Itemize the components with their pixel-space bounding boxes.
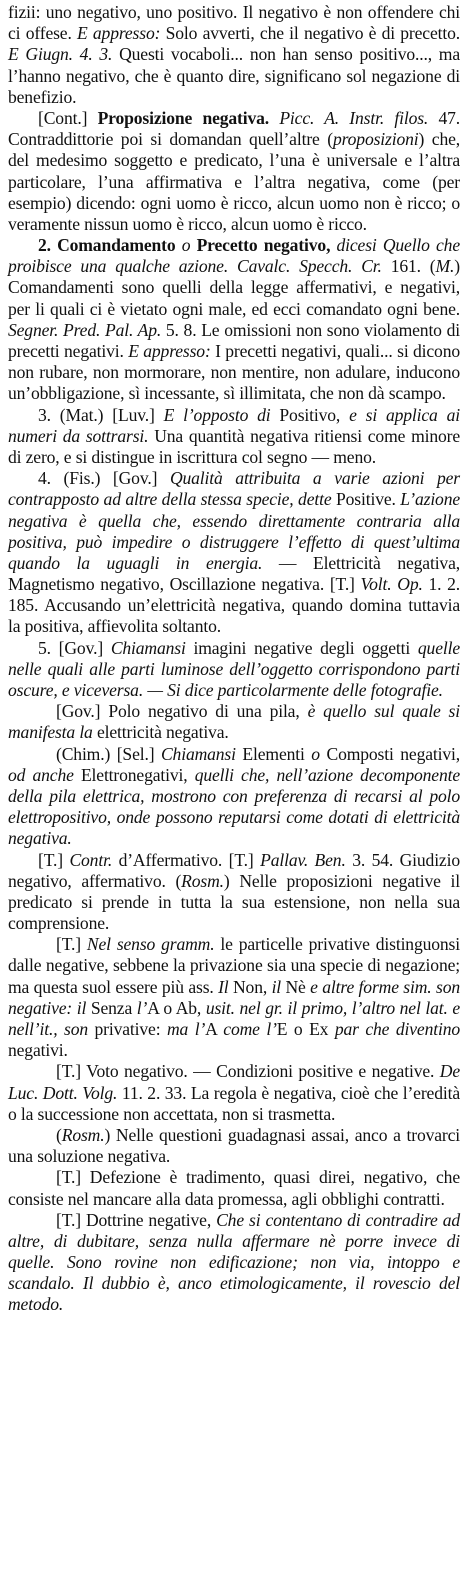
text-run: 5. 8. Le omissioni non sono violamento di precetti negativi. <box>8 319 460 361</box>
entry-paragraph <box>8 108 460 235</box>
text-run: — Elettricità negativa, Magnetismo negativo, Oscillazione negativa. [T.] <box>8 552 460 595</box>
entry-paragraph <box>8 235 460 405</box>
italic-text: Contr. <box>69 849 113 870</box>
italic-text: dicesi Quello che proibisce una qualche azione. Cavalc. Specch. Cr. <box>8 235 460 277</box>
text-run: 4. (Fis.) [Gov.] <box>38 468 170 489</box>
italic-text: Pallav. Ben. <box>260 849 346 870</box>
text-run: 47. Contraddittorie poi si domandan quell’altre ( <box>8 107 461 150</box>
text-run: le particelle privative distinguonsi dalle negative, sebbene la privazione sia una specie di negazione; ma questa suol essere più ass. <box>8 934 460 997</box>
italic-text: o <box>311 743 320 764</box>
text-run: [T.] Dottrine negative, <box>56 1209 217 1230</box>
italic-text: ma l’ <box>166 1019 206 1039</box>
italic-text: Che si contentano di contradire ad altre, di dubitare, senza nulla affermare nè porre invece di quelle. Sono rovine non edificazione; non via, intoppo e scandalo. Il dubbio è, anco etimologicamente, il rovescio del metodo. <box>8 1209 460 1315</box>
italic-text: E l’opposto di <box>163 404 271 425</box>
entry-paragraph <box>8 850 460 935</box>
text-run: Nè <box>281 976 311 997</box>
text-run: Senza <box>86 997 137 1018</box>
italic-text: Nel senso gramm. <box>86 934 215 955</box>
text-run: [T.] <box>38 849 70 870</box>
italic-text: Picc. A. Instr. filos. <box>269 107 429 128</box>
text-run: fizii: uno negativo, uno positivo. Il negativo è non offendere chi ci offese. <box>8 2 460 44</box>
entry-paragraph <box>8 1167 460 1209</box>
italic-text: Chiamansi <box>110 637 186 658</box>
text-run: 5. [Gov.] <box>38 637 111 658</box>
text-run: ) Nelle proposizioni negative il predicato si prende in tutta la sua estensione, non nella sua comprensione. <box>8 870 460 934</box>
text-run: Solo avverti, che il negativo è di precetto. <box>160 23 460 44</box>
entry-paragraph <box>8 405 460 469</box>
italic-text: e altre forme sim. son negative: il <box>8 976 460 1018</box>
text-run: privative: <box>87 1019 167 1039</box>
text-run: E o Ex <box>276 1019 335 1039</box>
text-run: 3. 54. Giudizio negativo, affermativo. ( <box>8 849 460 891</box>
bold-text: Precetto negativo, <box>196 235 331 256</box>
text-run: 3. (Mat.) [Luv.] <box>38 404 164 425</box>
italic-text: Il <box>218 976 229 997</box>
text-run: Positive. <box>331 489 401 510</box>
text-run: [T.] <box>56 934 87 955</box>
italic-text: proposizioni <box>332 129 419 150</box>
text-run: 161. ( <box>381 256 436 277</box>
text-run: Una quantità negativa ritiensi come minore di zero, e si distingue in iscrittura col segno — meno. <box>8 425 461 467</box>
italic-text: è quello sul quale si manifesta la <box>8 701 460 743</box>
entry-paragraph <box>8 1125 460 1167</box>
text-run: negativi. <box>8 1040 68 1061</box>
text-run: I precetti negativi, quali... si dicono non rubare, non mormorare, non mentire, non adulare, inducono un’obbligazione, sì incessante, sì illimitata, che non dà scampo. <box>8 341 460 404</box>
italic-text: De Luc. Dott. Volg. <box>8 1061 460 1103</box>
text-run: ) Nelle questioni guadagnasi assai, anco a trovarci una soluzione negativa. <box>8 1124 460 1167</box>
italic-text: Volt. Op. <box>360 574 423 595</box>
italic-text: E appresso: <box>128 341 211 361</box>
text-run: [T.] Voto negativo. — Condizioni positive e negative. <box>56 1061 440 1082</box>
italic-text: Chiamansi <box>160 743 236 764</box>
italic-text: E appresso: <box>77 23 161 44</box>
text-run: [T.] Defezione è tradimento, quasi direi, negativo, che consiste nel mancare alla data promessa, agli obblighi contratti. <box>8 1167 460 1209</box>
entry-paragraph <box>8 701 460 743</box>
text-run: Positivo, <box>270 404 350 425</box>
italic-text: Rosm. <box>61 1124 105 1145</box>
italic-text: Rosm. <box>181 870 224 891</box>
italic-text: usit. nel gr. il primo, l’altro nel lat. e nell’it., son <box>8 997 460 1039</box>
text-run: d’Affermativo. [T.] <box>112 849 261 870</box>
text-run: Questi vocaboli... non han senso positivo..., ma l’hanno negativo, che è quanto dire, significano sol negazione di benefizio. <box>8 44 460 107</box>
italic-text: Segner. Pred. Pal. Ap. <box>8 319 162 340</box>
text-run: ( <box>56 1124 62 1145</box>
text-run: A <box>205 1019 224 1039</box>
italic-text: quelle nelle quali alle parti luminose dell’oggetto corrispondono parti oscure, e viceversa. — Si dice particolarmente delle fotografie. <box>8 637 460 700</box>
text-run: A o Ab, <box>147 997 206 1018</box>
text-run: Non, <box>228 976 272 997</box>
entry-paragraph <box>8 1061 460 1125</box>
italic-text: Qualità attribuita a varie azioni per contrapposto ad altre della stessa specie, dette <box>8 468 461 510</box>
italic-text: l’ <box>136 997 148 1018</box>
entry-paragraph <box>8 744 460 850</box>
text-run: ) Comandamenti sono quelli della legge affermativi, e negativi, per li quali ci è vietato ogni male, ed ecci comandato ogni bene. <box>8 256 460 319</box>
text-run: (Chim.) [Sel.] <box>56 743 161 764</box>
text-run: ) che, del medesimo soggetto e predicato, l’una è universale e l’altra particolare, l’una affirmativa e l’altra negativa, come (per esempio) dicendo: ogni uomo è ricco, alcun uomo non è ricco; o veramente nissun uomo è ricco, alcun uomo è ricco. <box>8 129 460 234</box>
italic-text: e si applica ai numeri da sottrarsi. <box>8 404 460 446</box>
text-run: Composti negativi, <box>319 743 461 764</box>
text-run: [Cont.] <box>38 107 98 128</box>
entry-paragraph <box>8 638 460 702</box>
italic-text: par che diventino <box>334 1019 460 1039</box>
text-run: [Gov.] Polo negativo di una pila, <box>56 701 308 722</box>
text-run: Elementi <box>235 743 312 764</box>
italic-text: od anche <box>8 764 74 785</box>
italic-text: o <box>175 235 197 256</box>
text-run: 11. 2. 33. La regola è negativa, cioè che l’eredità o la successione non accettata, non si trasmetta. <box>8 1082 460 1124</box>
italic-text: L’azione negativa è quella che, essendo direttamente contraria alla positiva, può impedire o distruggere l’effetto di quest’ultima quando la uguagli in energia. <box>8 489 461 573</box>
bold-text: 2. Comandamento <box>38 235 176 256</box>
bold-text: Proposizione negativa. <box>97 107 270 128</box>
italic-text: quelli che, nell’azione decomponente della pila elettrica, mostrono con preferenza di recarsi al polo elettropositivo, onde possono reputarsi come dotati di elettricità negativa. <box>8 764 460 849</box>
entry-paragraph <box>8 2 460 108</box>
entry-paragraph <box>8 1210 460 1316</box>
italic-text: come l’ <box>223 1019 277 1039</box>
text-run: 1. 2. 185. Accusando un’elettricità negativa, quando domina tuttavia la positiva, affievolita soltanto. <box>8 574 460 637</box>
text-run: Elettronegativi, <box>73 764 195 785</box>
entry-paragraph <box>8 468 460 638</box>
entry-paragraph <box>8 934 460 1061</box>
text-run: imagini negative degli oggetti <box>185 637 418 658</box>
text-run: elettricità negativa. <box>92 722 229 743</box>
italic-text: il <box>271 976 282 997</box>
italic-text: E Giugn. 4. 3. <box>8 44 113 65</box>
italic-text: M. <box>435 256 455 277</box>
